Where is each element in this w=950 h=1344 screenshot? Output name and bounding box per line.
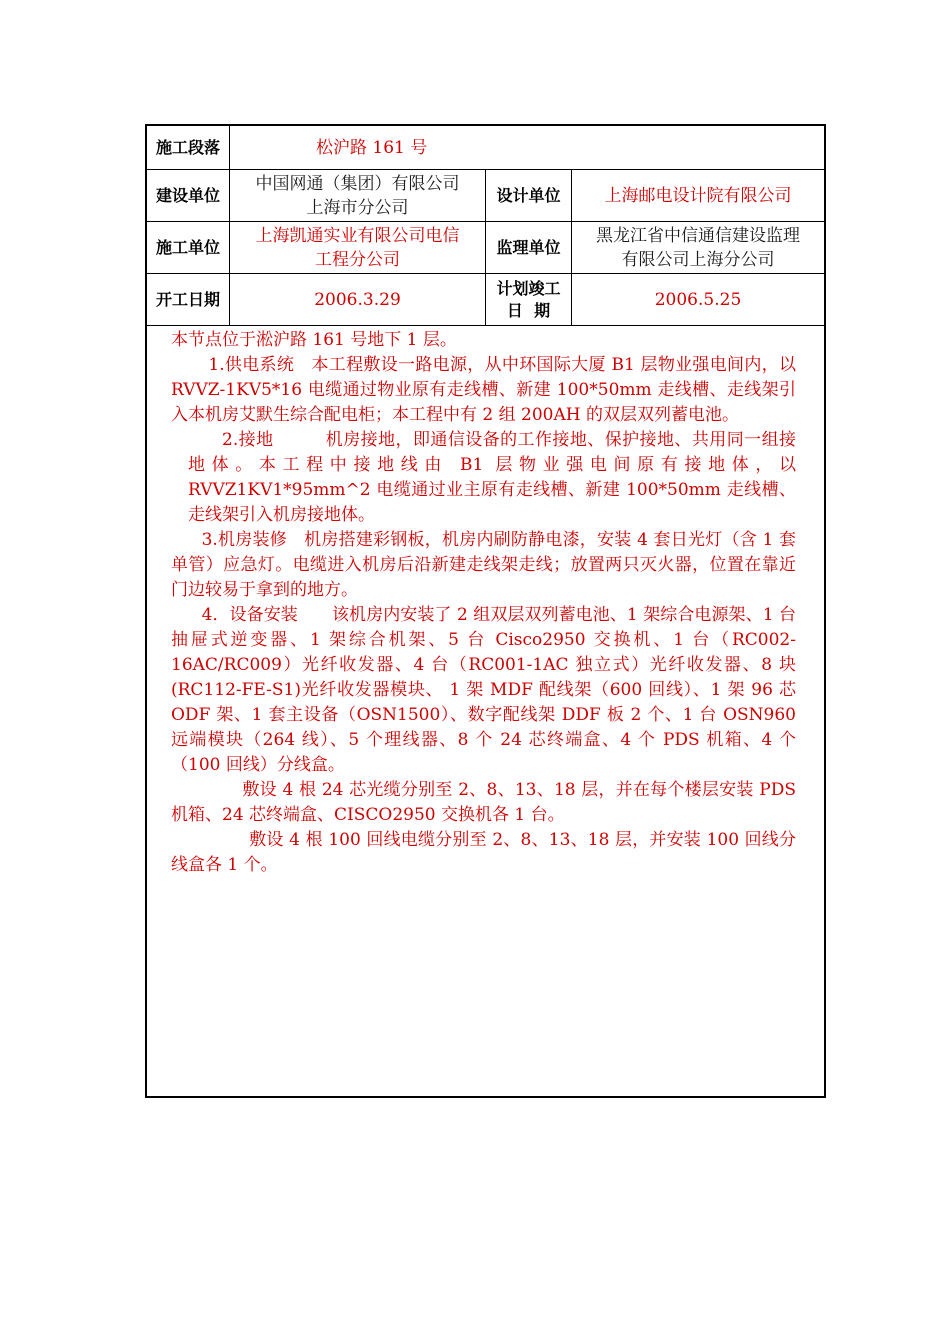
contractor-label: 施工单位 <box>147 222 230 273</box>
planned-completion-label-line2: 日 期 <box>506 300 551 320</box>
contractor-value-line2: 工程分公司 <box>315 249 400 270</box>
planned-completion-label <box>486 274 572 325</box>
description-room-decoration: 3.机房装修 机房搭建彩钢板，机房内刷防静电漆，安装 4 套日光灯（含 1 套单管）应急灯。电缆进入机房后沿新建走线架走线；放置两只灭火器，位置在靠近门边较易于拿到的地方。 <box>171 530 796 600</box>
row-dates <box>147 274 824 326</box>
supervisor-value-line2: 有限公司上海分公司 <box>621 249 775 270</box>
owner-label: 建设单位 <box>147 170 230 221</box>
planned-completion-value: 2006.5.25 <box>654 289 742 310</box>
planned-completion-label-line1: 计划竣工 <box>496 278 561 298</box>
description-copper-cabling: 敷设 4 根 100 回线电缆分别至 2、8、13、18 层，并安装 100 回线分线盒各 1 个。 <box>171 830 796 875</box>
description-power-supply: 1.供电系统 本工程敷设一路电源，从中环国际大厦 B1 层物业强电间内，以 RVVZ-1KV5*16 电缆通过物业原有走线槽、新建 100*50mm 走线槽、走线架引入本机房艾默生综合配电柜；本工程中有 2 组 200AH 的双层双列蓄电池。 <box>171 355 796 425</box>
row-section <box>147 126 824 170</box>
description-fiber-cabling: 敷设 4 根 24 芯光缆分别至 2、8、13、18 层，并在每个楼层安装 PDS 机箱、24 芯终端盒、CISCO2950 交换机各 1 台。 <box>171 780 796 825</box>
supervisor-value <box>572 222 824 273</box>
contractor-value <box>230 222 486 273</box>
start-date-value: 2006.3.29 <box>230 274 486 325</box>
construction-form <box>145 124 826 1098</box>
supervisor-label: 监理单位 <box>486 222 572 273</box>
contractor-value-line1: 上海凯通实业有限公司电信 <box>255 225 460 246</box>
section-label: 施工段落 <box>147 126 230 169</box>
section-value: 松沪路 161 号 <box>316 137 428 158</box>
owner-value-line1: 中国网通（集团）有限公司 <box>255 173 460 194</box>
owner-value-line2: 上海市分公司 <box>306 197 409 218</box>
project-description <box>171 328 796 878</box>
start-date-label: 开工日期 <box>147 274 230 325</box>
description-grounding: 2.接地 机房接地，即通信设备的工作接地、保护接地、共用同一组接地体。本工程中接地线由 B1 层物业强电间原有接地体，以 RVVZ1KV1*95mm^2 电缆通过业主原有走线槽、新建 100*50mm 走线槽、走线架引入机房接地体。 <box>188 430 796 525</box>
designer-value: 上海邮电设计院有限公司 <box>604 185 792 206</box>
designer-label: 设计单位 <box>486 170 572 221</box>
owner-value <box>230 170 486 221</box>
row-contractor-supervisor <box>147 222 824 274</box>
supervisor-value-line1: 黑龙江省中信通信建设监理 <box>596 225 800 246</box>
row-owner-designer <box>147 170 824 222</box>
description-intro: 本节点位于淞沪路 161 号地下 1 层。 <box>171 330 457 350</box>
description-equipment: 4．设备安装 该机房内安装了 2 组双层双列蓄电池、1 架综合电源架、1 台抽屉式逆变器、1 架综合机架、5 台 Cisco2950 交换机、1 台（RC002-16AC/RC009）光纤收发器、4 台（RC001-1AC 独立式）光纤收发器、8 块(RC112-FE-S1)光纤收发器模块、 1 架 MDF 配线架（600 回线）、1 架 96 芯 ODF 架、1 套主设备（OSN1500）、数字配线架 DDF 板 2 个、1 台 OSN960 远端模块（264 线）、5 个理线器、8 个 24 芯终端盒、4 个 PDS 机箱、4 个（100 回线）分线盒。 <box>171 605 796 775</box>
